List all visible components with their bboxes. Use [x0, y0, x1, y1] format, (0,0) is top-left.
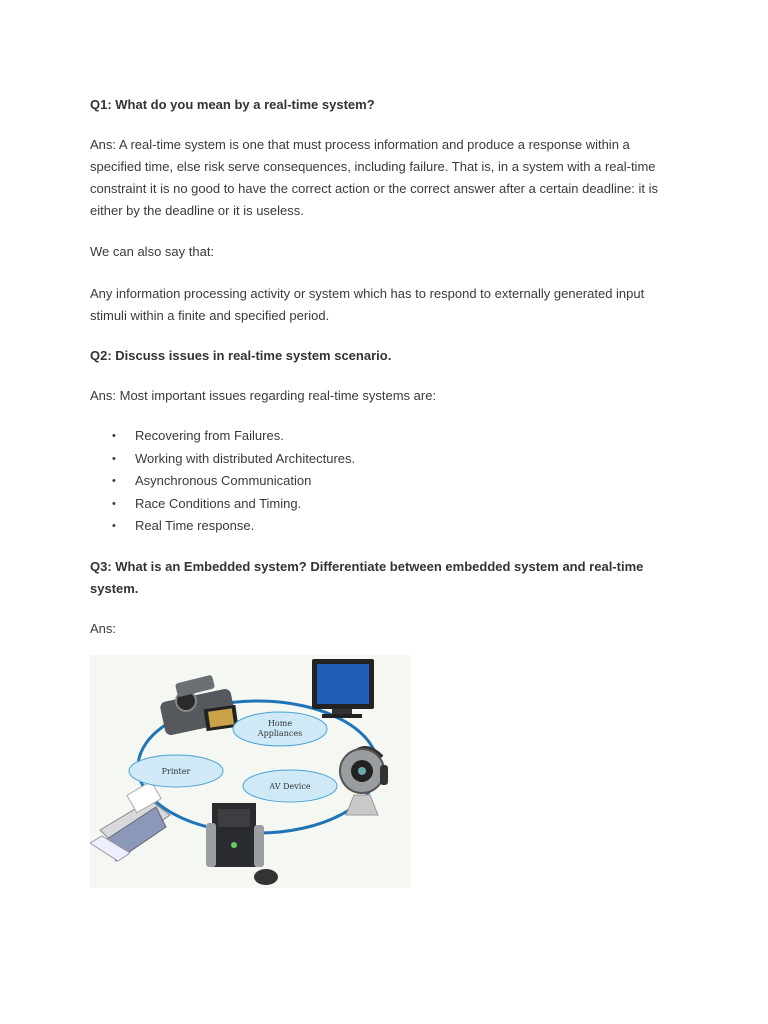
webcam-icon — [340, 748, 388, 815]
embedded-diagram — [90, 655, 410, 888]
list-item — [90, 515, 355, 538]
list-item — [90, 448, 355, 471]
list-item — [90, 470, 355, 493]
bullet: • — [112, 475, 116, 487]
q1-answer: Ans: A real-time system is one that must process information and produce a response within a specified time, else risk serve consequences, including failure. That is, in a system with a real-time constraint it is no good to have the correct action or the correct answer after a certain deadline: it is either by the deadline or it is useless. — [90, 137, 658, 218]
list-item-text: Asynchronous Communication — [135, 473, 312, 488]
av-label: AV Device — [269, 782, 311, 791]
bullet: • — [112, 452, 116, 465]
tv-icon — [312, 659, 374, 718]
printer-label: Printer — [161, 767, 191, 776]
home-label-line1: Home — [267, 719, 293, 728]
printer-bubble — [129, 755, 223, 787]
q1-definition: Any information processing activity or system which has to respond to externally generated input stimuli within a finite and specified period. — [90, 286, 645, 323]
av-device-bubble — [243, 770, 337, 802]
q3-answer: Ans: — [90, 621, 117, 636]
issues-list — [90, 425, 355, 538]
home-appliances-bubble — [233, 712, 327, 746]
list-item-text: Recovering from Failures. — [135, 428, 284, 443]
q3-question: Q3: What is an Embedded system? Differentiate between embedded system and real-time system. — [90, 559, 644, 596]
list-item-text: Real Time response. — [135, 518, 255, 533]
bullet: • — [112, 497, 116, 510]
q1-question: Q1: What do you mean by a real-time system? — [90, 97, 375, 112]
q1-also: We can also say that: — [90, 244, 215, 259]
printer-icon — [90, 781, 170, 861]
list-item-text: Working with distributed Architectures. — [135, 450, 356, 466]
q2-answer: Ans: Most important issues regarding real-time systems are: — [90, 388, 437, 403]
home-label-line2: Appliances — [257, 729, 303, 738]
q2-question: Q2: Discuss issues in real-time system scenario. — [90, 348, 392, 363]
pc-tower-icon — [206, 803, 278, 885]
list-item — [90, 493, 355, 516]
embedded-systems-figure — [90, 655, 410, 888]
bullet: • — [112, 430, 116, 442]
bullet: • — [112, 520, 116, 532]
list-item — [90, 425, 355, 448]
camcorder-icon — [159, 675, 238, 737]
list-item-text: Race Conditions and Timing. — [135, 495, 302, 511]
